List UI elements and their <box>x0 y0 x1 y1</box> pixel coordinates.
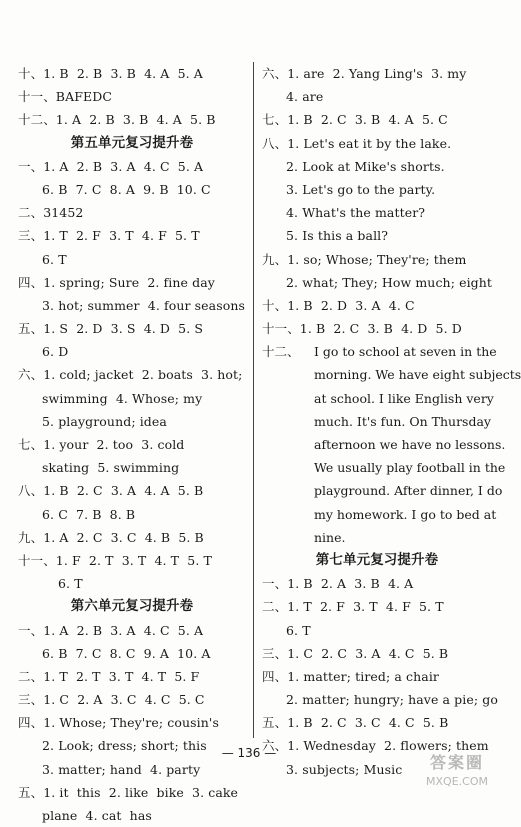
answer-line: 六、1. cold; jacket 2. boats 3. hot; <box>18 367 243 383</box>
answer-line: 十一、BAFEDC <box>18 89 112 105</box>
answer-line: 七、1. your 2. too 3. cold <box>18 437 185 452</box>
answer-line: 六、1. Wednesday 2. flowers; them <box>262 738 489 754</box>
answer-line: 3. Let's go to the party. <box>286 181 436 197</box>
answer-line: 五、1. S 2. D 3. S 4. D 5. S <box>18 321 204 337</box>
answer-line: 十、1. B 2. B 3. B 4. A 5. A <box>18 66 203 81</box>
answer-line: plane 4. cat has <box>42 808 152 823</box>
answer-line: 2. Look; dress; short; this <box>42 738 207 754</box>
answer-line: 4. are <box>286 89 324 105</box>
left-answer-column <box>18 62 246 827</box>
essay-first-line: I go to school at seven in the <box>314 344 497 360</box>
answer-line: 四、1. Whose; They're; cousin's <box>18 715 219 731</box>
answer-line: 九、1. so; Whose; They're; them <box>262 251 467 267</box>
column-divider <box>253 62 254 738</box>
answer-line: 2. Look at Mike's shorts. <box>286 158 445 174</box>
answer-line: 三、1. C 2. A 3. C 4. C 5. C <box>18 692 205 708</box>
answer-line: 二、1. T 2. T 3. T 4. T 5. F <box>18 668 200 684</box>
answer-line: 2. what; They; How much; eight <box>286 274 493 290</box>
answer-line: 3. matter; hand 4. party <box>42 761 201 777</box>
answer-line: 3. hot; summer 4. four seasons <box>42 297 245 313</box>
answer-line: 四、1. matter; tired; a chair <box>262 668 439 684</box>
answer-line: 十二、1. A 2. B 3. B 4. A 5. B <box>18 112 216 128</box>
answer-line: 五、1. B 2. C 3. C 4. C 5. B <box>262 715 449 731</box>
answer-line: 6. T <box>58 576 83 592</box>
answer-line: 6. B 7. C 8. C 9. A 10. A <box>42 645 211 661</box>
essay-answer <box>262 340 521 549</box>
answer-line: 6. C 7. B 8. B <box>42 506 136 522</box>
answer-line: 十、1. B 2. D 3. A 4. C <box>262 297 415 313</box>
answer-line: 6. T <box>286 622 311 638</box>
answer-line: 八、1. Let's eat it by the lake. <box>262 135 452 151</box>
section-heading: 第五单元复习提升卷 <box>70 134 194 151</box>
answer-line: 2. matter; hungry; have a pie; go <box>286 692 498 708</box>
answer-line: 5. playground; idea <box>42 413 167 429</box>
answer-line: 九、1. A 2. C 3. C 4. B 5. B <box>18 529 204 545</box>
answer-line: 二、1. T 2. F 3. T 4. F 5. T <box>262 599 444 615</box>
answer-line: 三、1. C 2. C 3. A 4. C 5. B <box>262 645 449 661</box>
answer-line: 八、1. B 2. C 3. A 4. A 5. B <box>18 483 204 499</box>
essay-line: We usually play football in the <box>314 460 506 476</box>
answer-line: 4. What's the matter? <box>286 205 426 221</box>
answer-line: 六、1. are 2. Yang Ling's 3. my <box>262 66 467 81</box>
essay-line: at school. I like English very <box>314 390 494 406</box>
essay-line: nine. <box>314 529 346 545</box>
essay-line: afternoon we have no lessons. <box>314 437 506 453</box>
answer-line: 一、1. A 2. B 3. A 4. C 5. A <box>18 158 204 174</box>
site-watermark-logo <box>422 752 492 796</box>
essay-section-label: 十二、 <box>262 344 300 360</box>
section-heading: 第六单元复习提升卷 <box>70 598 194 615</box>
answer-line: 5. Is this a ball? <box>286 228 389 244</box>
answer-line: 七、1. B 2. C 3. B 4. A 5. C <box>262 112 448 128</box>
answer-line: 3. subjects; Music <box>286 761 403 777</box>
essay-body <box>262 363 521 549</box>
answer-line: skating 5. swimming <box>42 460 180 476</box>
essay-line: my homework. I go to bed at <box>314 506 497 522</box>
answer-line: 十一、1. B 2. C 3. B 4. D 5. D <box>262 321 462 337</box>
essay-line: morning. We have eight subjects <box>314 367 521 383</box>
right-answer-column <box>262 62 521 781</box>
answer-line: 十一、1. F 2. T 3. T 4. T 5. T <box>18 552 212 568</box>
essay-line: playground. After dinner, I do <box>314 483 503 499</box>
answer-line: 二、31452 <box>18 205 84 221</box>
essay-line: much. It's fun. On Thursday <box>314 413 491 429</box>
answer-line: swimming 4. Whose; my <box>42 390 203 406</box>
answer-line: 三、1. T 2. F 3. T 4. F 5. T <box>18 228 200 244</box>
answer-line: 6. T <box>42 251 67 267</box>
right-answers-top <box>262 62 492 340</box>
section-heading: 第七单元复习提升卷 <box>315 551 439 568</box>
answer-line: 五、1. it this 2. like bike 3. cake <box>18 784 239 800</box>
watermark-url: MXQE.COM <box>426 775 488 788</box>
answer-line: 一、1. A 2. B 3. A 4. C 5. A <box>18 622 204 638</box>
answer-line: 6. B 7. C 8. A 9. B 10. C <box>42 181 211 197</box>
answer-line: 一、1. B 2. A 3. B 4. A <box>262 576 414 592</box>
answer-line: 四、1. spring; Sure 2. fine day <box>18 274 215 290</box>
page-number: — 136 — <box>221 746 277 760</box>
answer-line: 6. D <box>42 344 69 360</box>
watermark-text: 答案圈 <box>429 753 484 772</box>
